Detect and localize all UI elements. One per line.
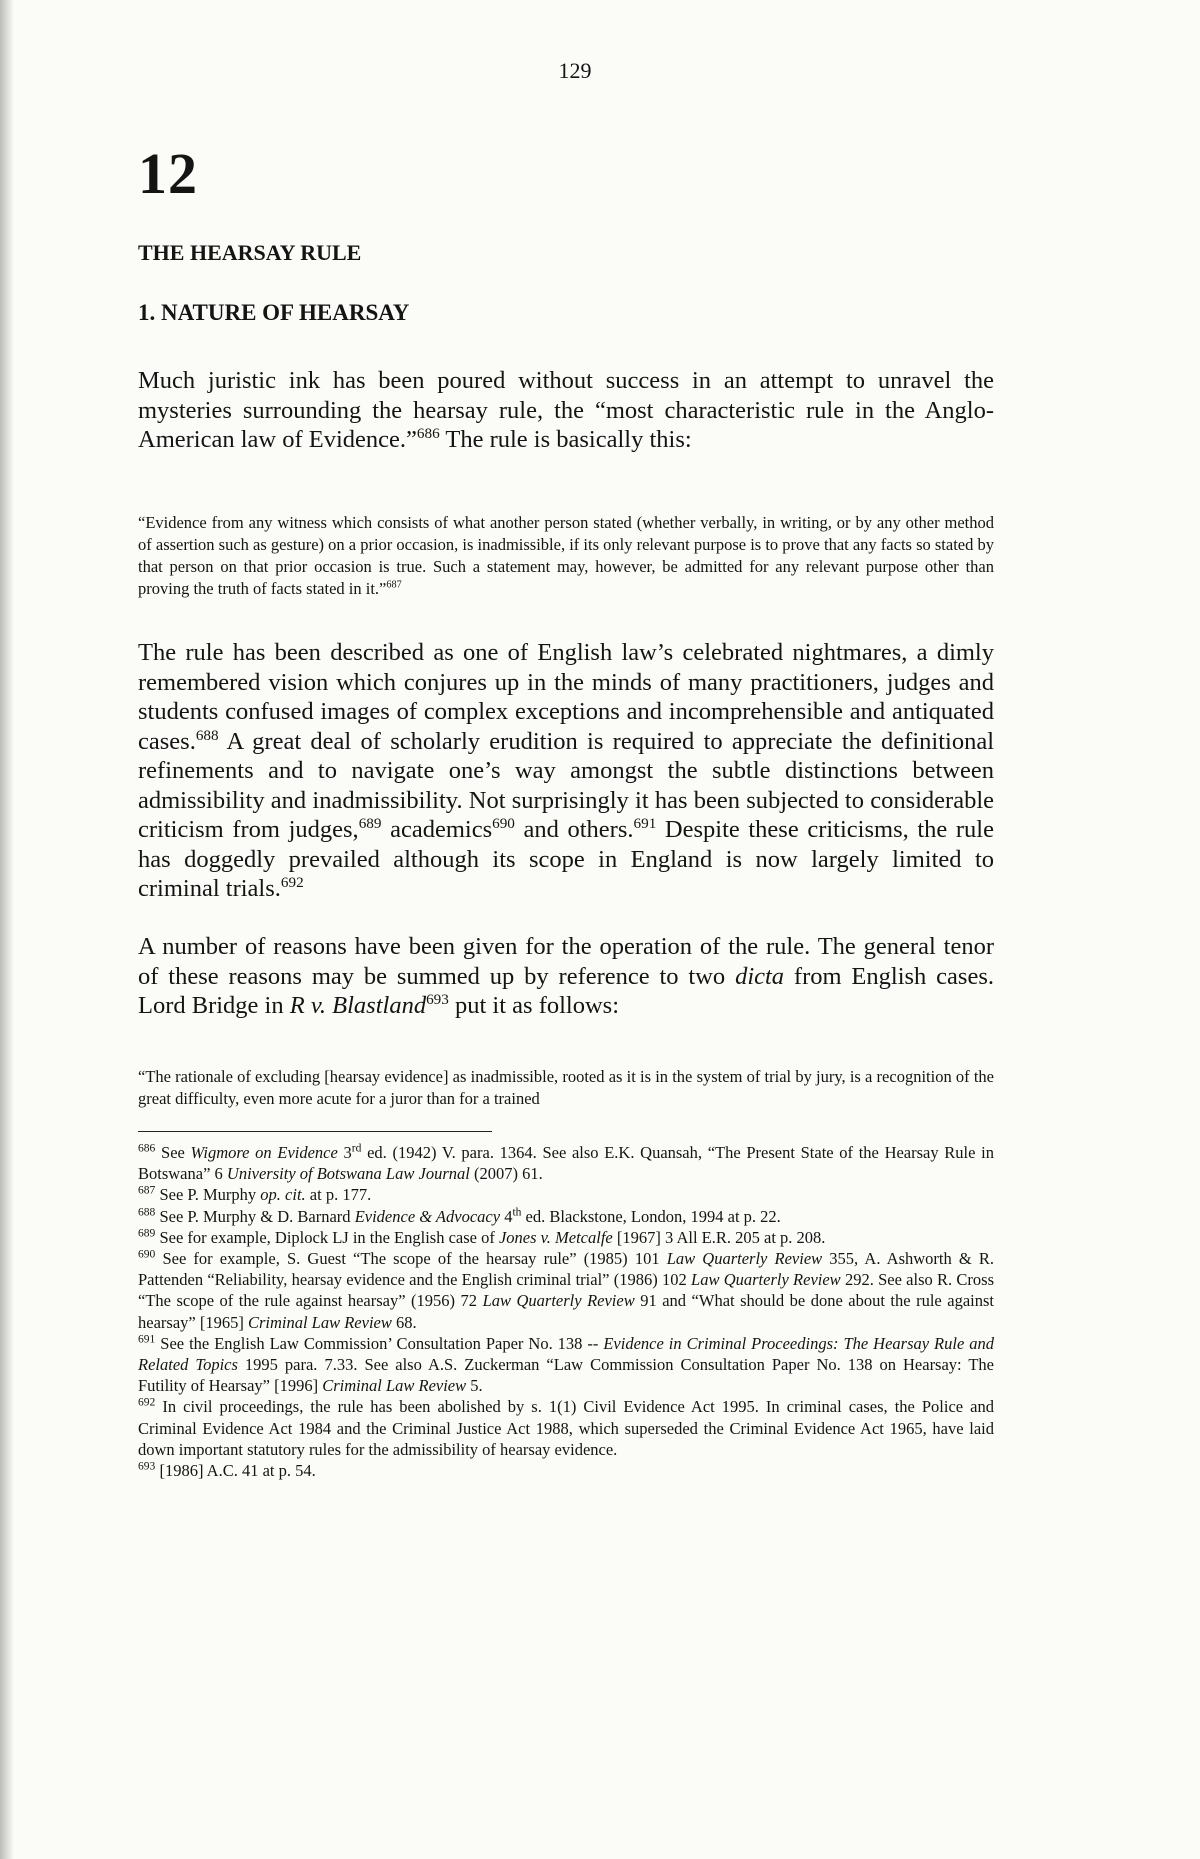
text-run: from English cases. Lord Bridge in — [138, 962, 994, 1019]
text-run: “The rationale of excluding [hearsay evidence] as inadmissible, rooted as it is in the system of trial by jury, is a recognition of the great difficulty, even more acute for a juror than for a trained — [138, 1067, 994, 1108]
footnote-691 — [138, 1333, 994, 1397]
text-run: [1986] A.C. 41 at p. 54. — [155, 1461, 316, 1481]
italic-title: Evidence in Criminal Proceedings: The Hearsay Rule and Related Topics — [138, 1333, 995, 1375]
footnote-686 — [138, 1142, 994, 1184]
footnote-number: 692 — [138, 1396, 156, 1409]
footnote-ref-689[interactable]: 689 — [358, 814, 382, 832]
italic-title: Law Quarterly Review — [482, 1291, 635, 1311]
italic-title: op. cit. — [260, 1185, 306, 1205]
block-quote-2 — [138, 1066, 994, 1110]
text-run: See P. Murphy — [155, 1185, 261, 1205]
text-run: 5. — [466, 1376, 483, 1396]
italic-title: Criminal Law Review — [247, 1312, 392, 1332]
text-run: [1967] 3 All E.R. 205 at p. 208. — [612, 1227, 826, 1247]
text-run: 3 — [337, 1143, 352, 1162]
text-run: 1995 para. 7.33. See also A.S. Zuckerman “Law Commission Consultation Paper No. 138 on Hearsay: The Futility of Hearsay” [1996] — [138, 1355, 995, 1396]
text-run: See — [155, 1143, 191, 1162]
text-run: ed. Blackstone, London, 1994 at p. 22. — [521, 1206, 781, 1226]
footnote-number: 689 — [138, 1227, 156, 1240]
italic-title: Evidence & Advocacy — [354, 1206, 501, 1226]
text-run: A number of reasons have been given for the operation of the rule. The general tenor of these reasons may be summed up by reference to two — [138, 933, 994, 990]
text-run: In civil proceedings, the rule has been abolished by s. 1(1) Civil Evidence Act 1995. In criminal cases, the Police and Criminal Evidence Act 1984 and the Criminal Justice Act 1988, which superseded the Criminal Evidence Act 1965, have laid down important statutory rules for the admissibility of hearsay evidence. — [138, 1397, 994, 1459]
footnote-ref-693[interactable]: 693 — [426, 990, 449, 1008]
footnote-ref-688[interactable]: 688 — [195, 726, 219, 744]
footnote-ref-687[interactable]: 687 — [386, 579, 402, 591]
text-run: See P. Murphy & D. Barnard — [155, 1206, 355, 1226]
text-run: A great deal of scholarly erudition is required to appreciate the definitional refinements and to navigate one’s way amongst the subtle distinctions between admissibility and inadmissibility. Not surprisingly it has been subjected to considerable criticism from judges, — [138, 727, 994, 843]
italic-title: Law Quarterly Review — [666, 1249, 823, 1269]
section-heading: 1. NATURE OF HEARSAY — [138, 300, 410, 325]
text-run: The rule has been described as one of English law’s celebrated nightmares, a dimly remembered vision which conjures up in the minds of many practitioners, judges and students confused images of complex exceptions and incomprehensible and antiquated cases. — [138, 639, 994, 755]
footnote-ref-692[interactable]: 692 — [280, 873, 304, 891]
text-run: The rule is basically this: — [439, 426, 692, 453]
text-run: 292. See also R. Cross “The scope of the rule against hearsay” (1956) 72 — [138, 1270, 994, 1311]
footnote-690 — [138, 1248, 994, 1333]
footnotes-section — [138, 1142, 994, 1481]
italic-title: Criminal Law Review — [322, 1376, 467, 1396]
footnote-number: 687 — [138, 1184, 156, 1197]
footnote-number: 693 — [138, 1460, 156, 1473]
text-run: See for example, Diplock LJ in the English case of — [155, 1227, 499, 1247]
text-run: Much juristic ink has been poured without success in an attempt to unravel the mysteries surrounding the hearsay rule, the “most characteristic rule in the Anglo-American law of Evidence.” — [138, 367, 994, 453]
text-run: “Evidence from any witness which consists of what another person stated (whether verbally, in writing, or by any other method of assertion such as gesture) on a prior occasion, is inadmissible, if its only relevant purpose is to prove that any facts so stated by that person on that prior occasion is true. Such a statement may, however, be admitted for any relevant purpose other than proving the truth of facts stated in it.” — [138, 513, 994, 598]
italic-title: Jones v. Metcalfe — [498, 1227, 613, 1247]
footnote-689 — [138, 1227, 994, 1248]
text-run: ed. (1942) V. para. 1364. See also E.K. Quansah, “The Present State of the Hearsay Rule in Botswana” 6 — [138, 1143, 994, 1184]
italic-term: dicta — [735, 962, 785, 990]
body-paragraph-1 — [138, 366, 994, 455]
text-run: and others. — [514, 816, 634, 843]
text-run: at p. 177. — [305, 1185, 372, 1205]
chapter-title: THE HEARSAY RULE — [138, 240, 362, 265]
footnote-693 — [138, 1460, 994, 1481]
footnote-692 — [138, 1396, 994, 1460]
body-paragraph-2 — [138, 638, 994, 904]
text-run: 91 and “What should be done about the rule against hearsay” [1965] — [138, 1291, 994, 1332]
text-run: academics — [381, 816, 493, 843]
italic-title: Wigmore on Evidence — [190, 1143, 338, 1162]
text-run: Despite these criticisms, the rule has doggedly prevailed although its scope in England is now largely limited to criminal trials. — [138, 816, 994, 902]
page-number: 129 — [558, 58, 592, 83]
text-run: 355, A. Ashworth & R. Pattenden “Reliability, hearsay evidence and the English criminal trial” (1986) 102 — [138, 1249, 994, 1290]
text-run: (2007) 61. — [469, 1164, 543, 1184]
text-run: put it as follows: — [448, 992, 619, 1019]
case-name: R v. Blastland — [289, 992, 427, 1019]
text-run: 68. — [391, 1312, 417, 1332]
footnote-divider — [138, 1131, 492, 1132]
footnote-688 — [138, 1206, 994, 1227]
ordinal-suffix: rd — [351, 1142, 362, 1155]
block-quote-1 — [138, 512, 994, 600]
ordinal-suffix: th — [512, 1206, 522, 1219]
footnote-687 — [138, 1184, 994, 1205]
body-paragraph-3 — [138, 932, 994, 1021]
footnote-ref-690[interactable]: 690 — [492, 814, 515, 832]
chapter-number: 12 — [138, 141, 198, 206]
italic-title: University of Botswana Law Journal — [226, 1164, 470, 1184]
footnote-ref-691[interactable]: 691 — [633, 814, 657, 832]
text-run: 4 — [500, 1206, 513, 1226]
page-edge-shadow — [0, 0, 14, 1859]
text-run: See the English Law Commission’ Consultation Paper No. 138 -- — [155, 1333, 604, 1353]
text-run: See for example, S. Guest “The scope of the hearsay rule” (1985) 101 — [155, 1249, 667, 1269]
footnote-ref-686[interactable]: 686 — [416, 424, 440, 442]
footnote-number: 690 — [138, 1248, 156, 1261]
footnote-number: 688 — [138, 1206, 156, 1219]
italic-title: Law Quarterly Review — [691, 1270, 841, 1290]
footnote-number: 691 — [138, 1333, 156, 1346]
footnote-number: 686 — [138, 1142, 156, 1155]
